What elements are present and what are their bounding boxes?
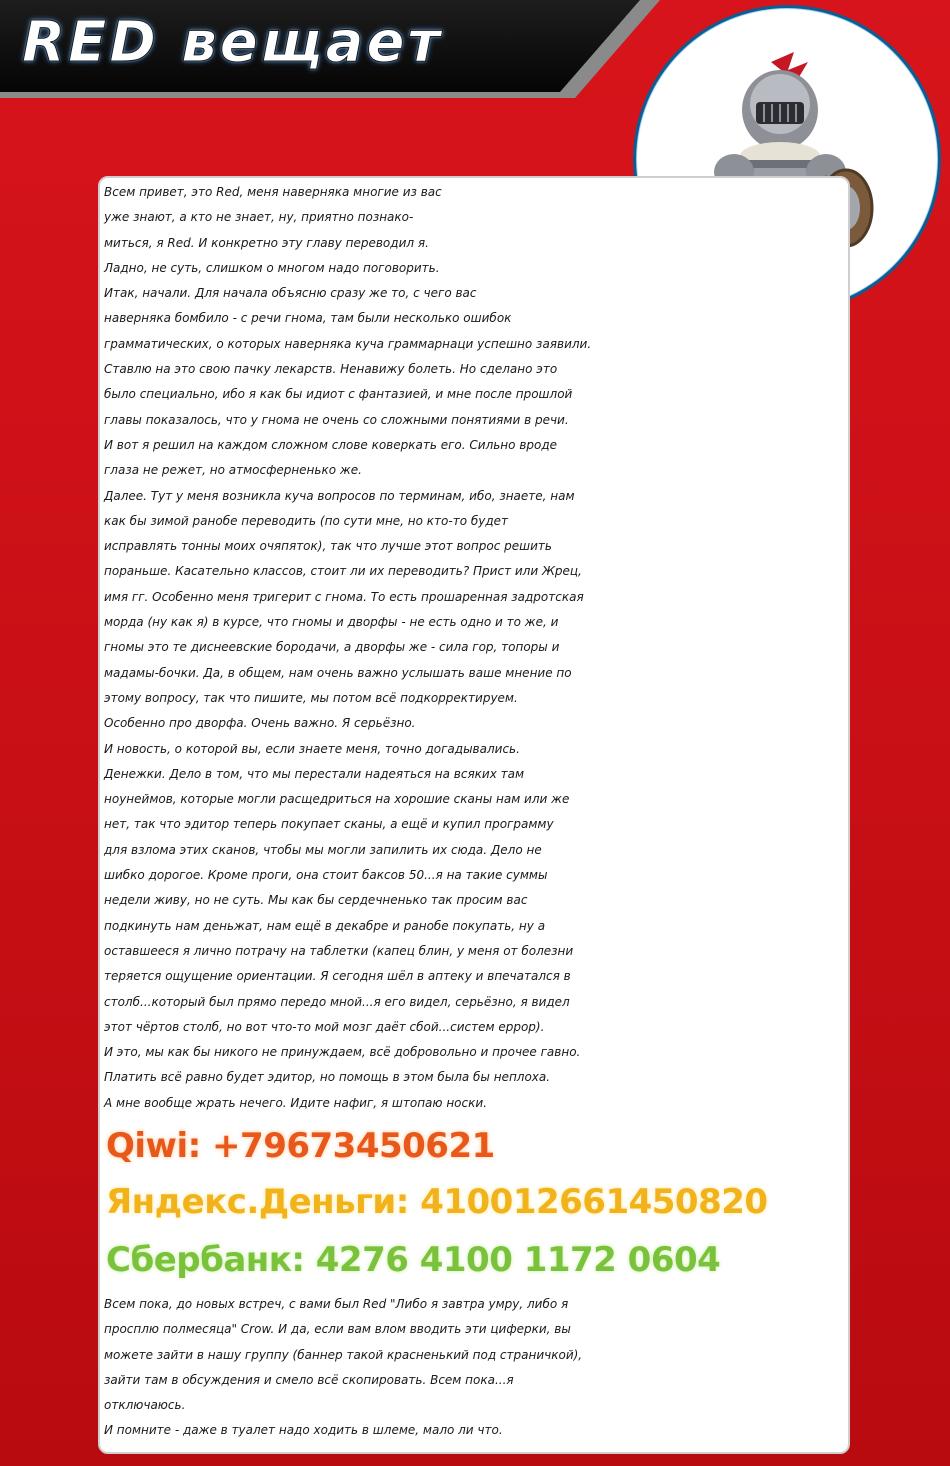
text-line: грамматических, о которых наверняка куча граммарнаци успешно заявили.: [104, 336, 592, 351]
text-line: отключаюсь.: [104, 1398, 186, 1413]
text-line: мадамы-бочки. Да, в общем, нам очень важно услышать ваше мнение по: [104, 665, 572, 680]
text-line: И это, мы как бы никого не принуждаем, всё добровольно и прочее гавно.: [104, 1045, 581, 1060]
text-line: Денежки. Дело в том, что мы перестали надеяться на всяких там: [104, 766, 525, 781]
text-line: было специально, ибо я как бы идиот с фантазией, и мне после прошлой: [104, 387, 573, 402]
message-panel: [98, 176, 850, 1454]
text-line: как бы зимой ранобе переводить (по сути мне, но кто-то будет: [104, 513, 509, 528]
text-line: этому вопросу, так что пишите, мы потом всё подкорректируем.: [104, 690, 518, 705]
text-line: просплю полмесяца" Crow. И да, если вам влом вводить эти циферки, вы: [104, 1322, 571, 1337]
text-line: Всем пока, до новых встреч, с вами был Red "Либо я завтра умру, либо я: [104, 1297, 569, 1311]
text-line: Ставлю на это свою пачку лекарств. Ненавижу болеть. Но сделано это: [104, 362, 558, 377]
qiwi-payment: Qiwi: +79673450621: [106, 1126, 495, 1166]
text-line: имя гг. Особенно меня тригерит с гнома. То есть прошаренная задротская: [104, 589, 584, 604]
text-line: Всем привет, это Red, меня наверняка многие из вас: [104, 185, 442, 199]
page-title: RED вещает: [22, 10, 443, 75]
text-line: теряется ощущение ориентации. Я сегодня шёл в аптеку и впечатался в: [104, 969, 571, 984]
text-line: шибко дорогое. Кроме проги, она стоит баксов 50...я на такие суммы: [104, 868, 548, 883]
text-line: нет, так что эдитор теперь покупает сканы, а ещё и купил программу: [104, 817, 554, 832]
text-line: оставшееся я лично потрачу на таблетки (капец блин, у меня от болезни: [104, 943, 574, 958]
text-line: А мне вообще жрать нечего. Идите нафиг, я штопаю носки.: [104, 1095, 487, 1110]
closing-message: [104, 1292, 848, 1444]
text-line: И новость, о которой вы, если знаете меня, точно догадывались.: [104, 741, 520, 756]
text-line: миться, я Red. И конкретно эту главу переводил я.: [104, 235, 429, 250]
yandex-money-payment: Яндекс.Деньги: 410012661450820: [106, 1182, 768, 1222]
text-line: для взлома этих сканов, чтобы мы могли запилить их сюда. Дело не: [104, 842, 542, 857]
text-line: Далее. Тут у меня возникла куча вопросов по терминам, ибо, знаете, нам: [104, 488, 575, 503]
text-line: зайти там в обсуждения и смело всё скопировать. Всем пока...я: [104, 1372, 514, 1387]
text-line: наверняка бомбило - с речи гнома, там были несколько ошибок: [104, 311, 512, 326]
text-line: Особенно про дворфа. Очень важно. Я серьёзно.: [104, 716, 416, 731]
text-line: морда (ну как я) в курсе, что гномы и дворфы - не есть одно и то же, и: [104, 615, 559, 630]
text-line: ноунеймов, которые могли расщедриться на хорошие сканы нам или же: [104, 792, 570, 807]
sberbank-payment: Сбербанк: 4276 4100 1172 0604: [106, 1240, 721, 1280]
text-line: И помните - даже в туалет надо ходить в шлеме, мало ли что.: [104, 1423, 503, 1438]
text-line: И вот я решил на каждом сложном слове коверкать его. Сильно вроде: [104, 437, 558, 452]
text-line: глаза не режет, но атмосферненько же.: [104, 463, 362, 478]
text-line: подкинуть нам деньжат, нам ещё в декабре и ранобе покупать, ну а: [104, 918, 546, 933]
text-line: исправлять тонны моих очяпяток), так что лучше этот вопрос решить: [104, 539, 552, 554]
text-line: пораньше. Касательно классов, стоит ли их переводить? Прист или Жрец,: [104, 564, 582, 579]
text-line: главы показалось, что у гнома не очень со сложными понятиями в речи.: [104, 412, 569, 427]
text-line: можете зайти в нашу группу (баннер такой красненький под страничкой),: [104, 1347, 583, 1362]
text-line: недели живу, но не суть. Мы как бы сердечненько так просим вас: [104, 893, 528, 908]
text-line: Итак, начали. Для начала объясню сразу же то, с чего вас: [104, 286, 477, 301]
text-line: гномы это те диснеевские бородачи, а дворфы же - сила гор, топоры и: [104, 640, 560, 655]
message-body: [104, 180, 848, 1116]
text-line: столб...который был прямо передо мной...я его видел, серьёзно, я видел: [104, 994, 570, 1009]
text-line: Платить всё равно будет эдитор, но помощь в этом была бы неплоха.: [104, 1070, 551, 1085]
text-line: Ладно, не суть, слишком о многом надо поговорить.: [104, 260, 440, 275]
text-line: этот чёртов столб, но вот что-то мой мозг даёт сбой...систем еррор).: [104, 1019, 545, 1034]
text-line: уже знают, а кто не знает, ну, приятно познако-: [104, 210, 414, 225]
